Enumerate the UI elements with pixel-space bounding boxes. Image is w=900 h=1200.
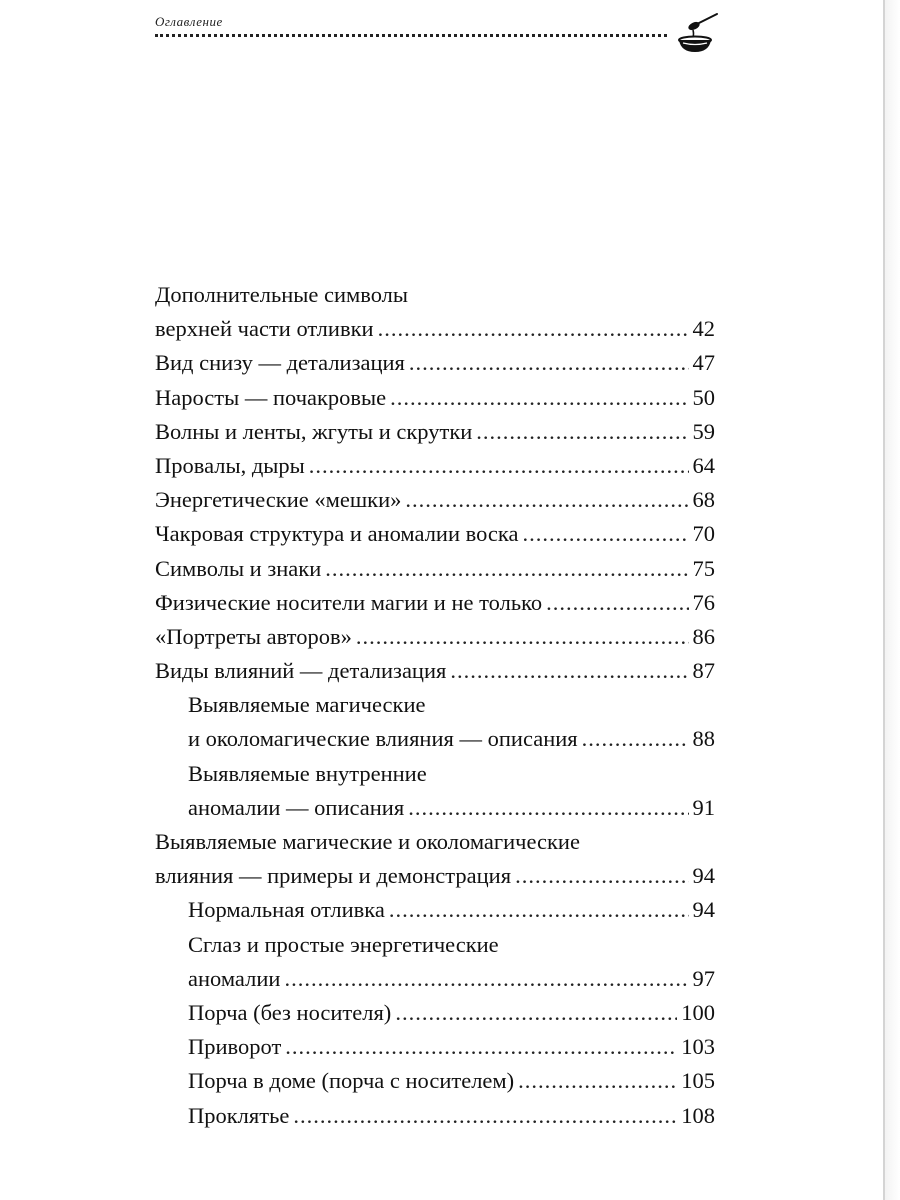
toc-entry — [155, 381, 715, 415]
toc-leader-dots — [356, 620, 689, 654]
toc-entry — [155, 620, 715, 654]
bowl-with-spoon-icon — [673, 10, 721, 54]
toc-entry-title: Проклятье — [188, 1102, 290, 1128]
toc-page-number: 42 — [692, 316, 715, 342]
toc-entry-title: Виды влияний — детализация — [155, 658, 447, 684]
toc-page-number: 100 — [681, 999, 715, 1025]
toc-entry — [155, 928, 715, 962]
toc-leader-dots — [325, 552, 688, 586]
toc-entry-title: аномалии — [188, 965, 281, 991]
toc-leader-dots — [409, 346, 689, 380]
toc-entry — [155, 1099, 715, 1133]
toc-leader-dots — [293, 1099, 677, 1133]
toc-entry-title: Волны и ленты, жгуты и скрутки — [155, 418, 473, 444]
toc-entry-title: «Портреты авторов» — [155, 623, 352, 649]
toc-page-number: 94 — [692, 863, 715, 889]
toc-leader-dots — [390, 381, 688, 415]
toc-page-number: 91 — [692, 794, 715, 820]
toc-entry — [155, 859, 715, 893]
toc-entry — [155, 517, 715, 551]
toc-page-number: 94 — [692, 897, 715, 923]
toc-entry — [155, 1064, 715, 1098]
toc-entry-title: Сглаз и простые энергетические — [188, 931, 499, 957]
toc-entry — [155, 893, 715, 927]
toc-entry-title: влияния — примеры и демонстрация — [155, 863, 512, 889]
toc-entry — [155, 962, 715, 996]
toc-entry — [155, 825, 715, 859]
running-head: Оглавление — [155, 14, 223, 29]
toc-leader-dots — [389, 893, 689, 927]
page-edge-shadow — [885, 0, 900, 1200]
toc-entry-title: Вид снизу — детализация — [155, 350, 405, 376]
toc-entry — [155, 586, 715, 620]
toc-page-number: 97 — [692, 965, 715, 991]
toc-leader-dots — [546, 586, 688, 620]
toc-page-number: 108 — [681, 1102, 715, 1128]
toc-page-number: 87 — [692, 658, 715, 684]
toc-entry-title: Порча в доме (порча с носителем) — [188, 1068, 515, 1094]
toc-page-number: 86 — [692, 623, 715, 649]
toc-entry-title: Порча (без носителя) — [188, 999, 392, 1025]
toc-leader-dots — [408, 791, 688, 825]
toc-entry-title: и околомагические влияния — описания — [188, 726, 578, 752]
toc-entry-title: Дополнительные символы — [155, 282, 409, 307]
toc-entry — [155, 278, 715, 312]
toc-entry-title: аномалии — описания — [188, 794, 405, 820]
toc-page-number: 68 — [692, 487, 715, 513]
toc-page-number: 50 — [692, 384, 715, 410]
toc-entry — [155, 415, 715, 449]
toc-entry-title: Энергетические «мешки» — [155, 487, 402, 513]
toc-entry — [155, 654, 715, 688]
toc-entry — [155, 688, 715, 722]
toc-leader-dots — [582, 722, 689, 756]
toc-entry — [155, 346, 715, 380]
toc-entry — [155, 757, 715, 791]
toc-entry-title: Приворот — [188, 1034, 282, 1060]
toc-entry-title: Нормальная отливка — [188, 897, 385, 923]
toc-leader-dots — [309, 449, 689, 483]
toc-entry — [155, 1030, 715, 1064]
toc-entry — [155, 791, 715, 825]
toc-leader-dots — [395, 996, 677, 1030]
toc-leader-dots — [284, 962, 688, 996]
toc-leader-dots — [378, 312, 689, 346]
toc-leader-dots — [522, 517, 688, 551]
toc-page-number: 105 — [681, 1068, 715, 1094]
toc-entry — [155, 552, 715, 586]
toc-leader-dots — [476, 415, 688, 449]
toc-leader-dots — [518, 1064, 677, 1098]
toc-page-number: 103 — [681, 1034, 715, 1060]
toc-leader-dots — [450, 654, 688, 688]
toc-entry — [155, 996, 715, 1030]
toc-page-number: 64 — [692, 452, 715, 478]
toc-entry — [155, 449, 715, 483]
toc-leader-dots — [515, 859, 688, 893]
toc-entry — [155, 722, 715, 756]
toc-entry-title: Провалы, дыры — [155, 452, 305, 478]
toc-leader-dots — [405, 483, 688, 517]
toc-entry-title: Физические носители магии и не только — [155, 589, 543, 615]
toc-entry-title: Чакровая структура и аномалии воска — [155, 521, 519, 547]
toc-entry-title: Символы и знаки — [155, 555, 322, 581]
toc-page-number: 47 — [692, 350, 715, 376]
toc-entry-title: Выявляемые магические — [188, 692, 426, 718]
toc-page-number: 59 — [692, 418, 715, 444]
toc-entry-title: верхней части отливки — [155, 316, 374, 342]
header-dotted-rule — [155, 34, 667, 37]
toc-entry-title: Выявляемые внутренние — [188, 760, 427, 786]
toc-page-number: 76 — [692, 589, 715, 615]
toc-leader-dots — [285, 1030, 677, 1064]
toc-entry-title: Наросты — почакровые — [155, 384, 387, 410]
toc-entry-title: Выявляемые магические и околомагические — [155, 829, 580, 854]
toc-page-number: 70 — [692, 521, 715, 547]
toc-entry — [155, 312, 715, 346]
table-of-contents — [155, 278, 715, 1133]
toc-page-number: 75 — [692, 555, 715, 581]
toc-entry — [155, 483, 715, 517]
toc-page-number: 88 — [692, 726, 715, 752]
